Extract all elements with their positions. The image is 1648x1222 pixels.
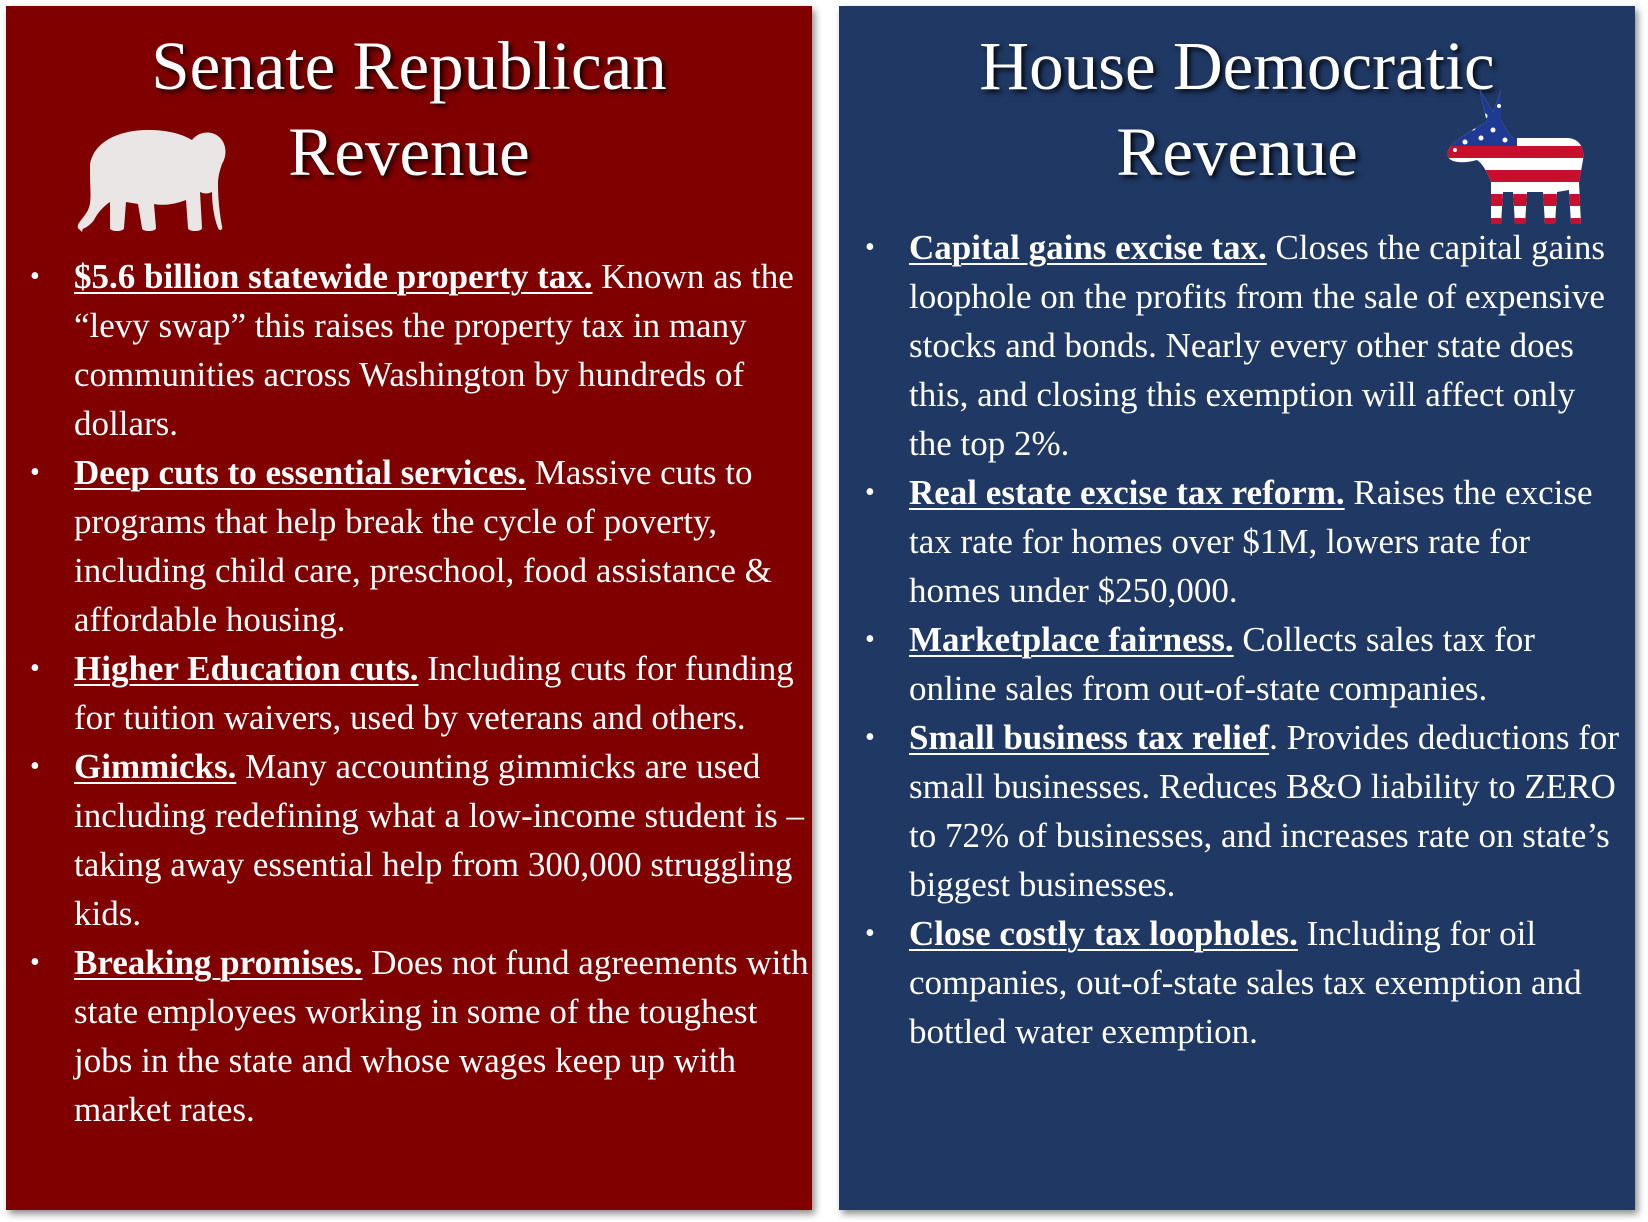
- list-item: • Higher Education cuts. Including cuts for funding for tuition waivers, used by veterans and others.: [30, 649, 794, 737]
- list-item: • Gimmicks. Many accounting gimmicks are used including redefining what a low-income student is – taking away essential help from 300,000 struggling kids.: [30, 747, 804, 933]
- item-text: Does not fund agreements with state employees working in some of the toughest jobs in the state and whose wages keep up with market rates.: [74, 943, 809, 1129]
- elephant-icon: [70, 124, 230, 240]
- list-item: • Marketplace fairness. Collects sales tax for online sales from out-of-state companies.: [865, 620, 1535, 708]
- item-heading: Real estate excise tax reform.: [909, 473, 1345, 512]
- donkey-icon: [1443, 86, 1591, 236]
- item-heading: Capital gains excise tax.: [909, 228, 1267, 267]
- item-heading: Deep cuts to essential services.: [74, 453, 526, 492]
- list-item: • Deep cuts to essential services. Massive cuts to programs that help break the cycle of poverty, including child care, preschool, food assistance & affordable housing.: [30, 453, 772, 639]
- title-line-2: Revenue: [288, 114, 530, 190]
- bullet-list: [30, 252, 809, 1134]
- item-text: Collects sales tax for online sales from out-of-state companies.: [909, 620, 1535, 708]
- list-item: • Close costly tax loopholes. Including for oil companies, out-of-state sales tax exemption and bottled water exemption.: [865, 914, 1582, 1051]
- title-line-2: Revenue: [1116, 114, 1358, 190]
- item-text: Known as the “levy swap” this raises the property tax in many communities across Washington by hundreds of dollars.: [74, 257, 794, 443]
- house-democratic-panel: [839, 6, 1635, 1210]
- item-heading: Marketplace fairness.: [909, 620, 1234, 659]
- item-heading: Small business tax relief: [909, 718, 1270, 757]
- item-heading: $5.6 billion statewide property tax.: [74, 257, 593, 296]
- senate-republican-panel: [6, 6, 812, 1210]
- list-item: • $5.6 billion statewide property tax. Known as the “levy swap” this raises the property tax in many communities across Washington by hundreds of dollars.: [30, 257, 794, 443]
- list-item: • Breaking promises. Does not fund agreements with state employees working in some of the toughest jobs in the state and whose wages keep up with market rates.: [30, 943, 809, 1129]
- bullet-list: [865, 223, 1624, 1056]
- item-heading: Higher Education cuts.: [74, 649, 419, 688]
- item-heading: Gimmicks.: [74, 747, 237, 786]
- title-line-1: House Democratic: [979, 28, 1495, 104]
- list-item: • Small business tax relief. Provides deductions for small businesses. Reduces B&O liability to ZERO to 72% of businesses, and increases rate on state’s biggest businesses.: [865, 718, 1620, 904]
- item-text: . Provides deductions for small businesses. Reduces B&O liability to ZERO to 72% of businesses, and increases rate on state’s biggest businesses.: [909, 718, 1620, 904]
- item-text: Closes the capital gains loophole on the profits from the sale of expensive stocks and bonds. Nearly every other state does this, and closing this exemption will affect only the top 2%.: [909, 228, 1606, 463]
- item-text: Including for oil companies, out-of-state sales tax exemption and bottled water exemption.: [909, 914, 1582, 1051]
- list-item: • Real estate excise tax reform. Raises the excise tax rate for homes over $1M, lowers rate for homes under $250,000.: [865, 473, 1593, 610]
- item-text: Many accounting gimmicks are used including redefining what a low-income student is – taking away essential help from 300,000 struggling kids.: [74, 747, 804, 933]
- item-text: Raises the excise tax rate for homes over $1M, lowers rate for homes under $250,000.: [909, 473, 1593, 610]
- list-item: • Capital gains excise tax. Closes the capital gains loophole on the profits from the sale of expensive stocks and bonds. Nearly every other state does this, and closing this exemption will affect only the top 2%.: [865, 228, 1606, 463]
- item-heading: Breaking promises.: [74, 943, 363, 982]
- item-text: Including cuts for funding for tuition waivers, used by veterans and others.: [74, 649, 794, 737]
- title-line-1: Senate Republican: [151, 28, 667, 104]
- item-heading: Close costly tax loopholes.: [909, 914, 1298, 953]
- item-text: Massive cuts to programs that help break the cycle of poverty, including child care, preschool, food assistance & affordable housing.: [74, 453, 772, 639]
